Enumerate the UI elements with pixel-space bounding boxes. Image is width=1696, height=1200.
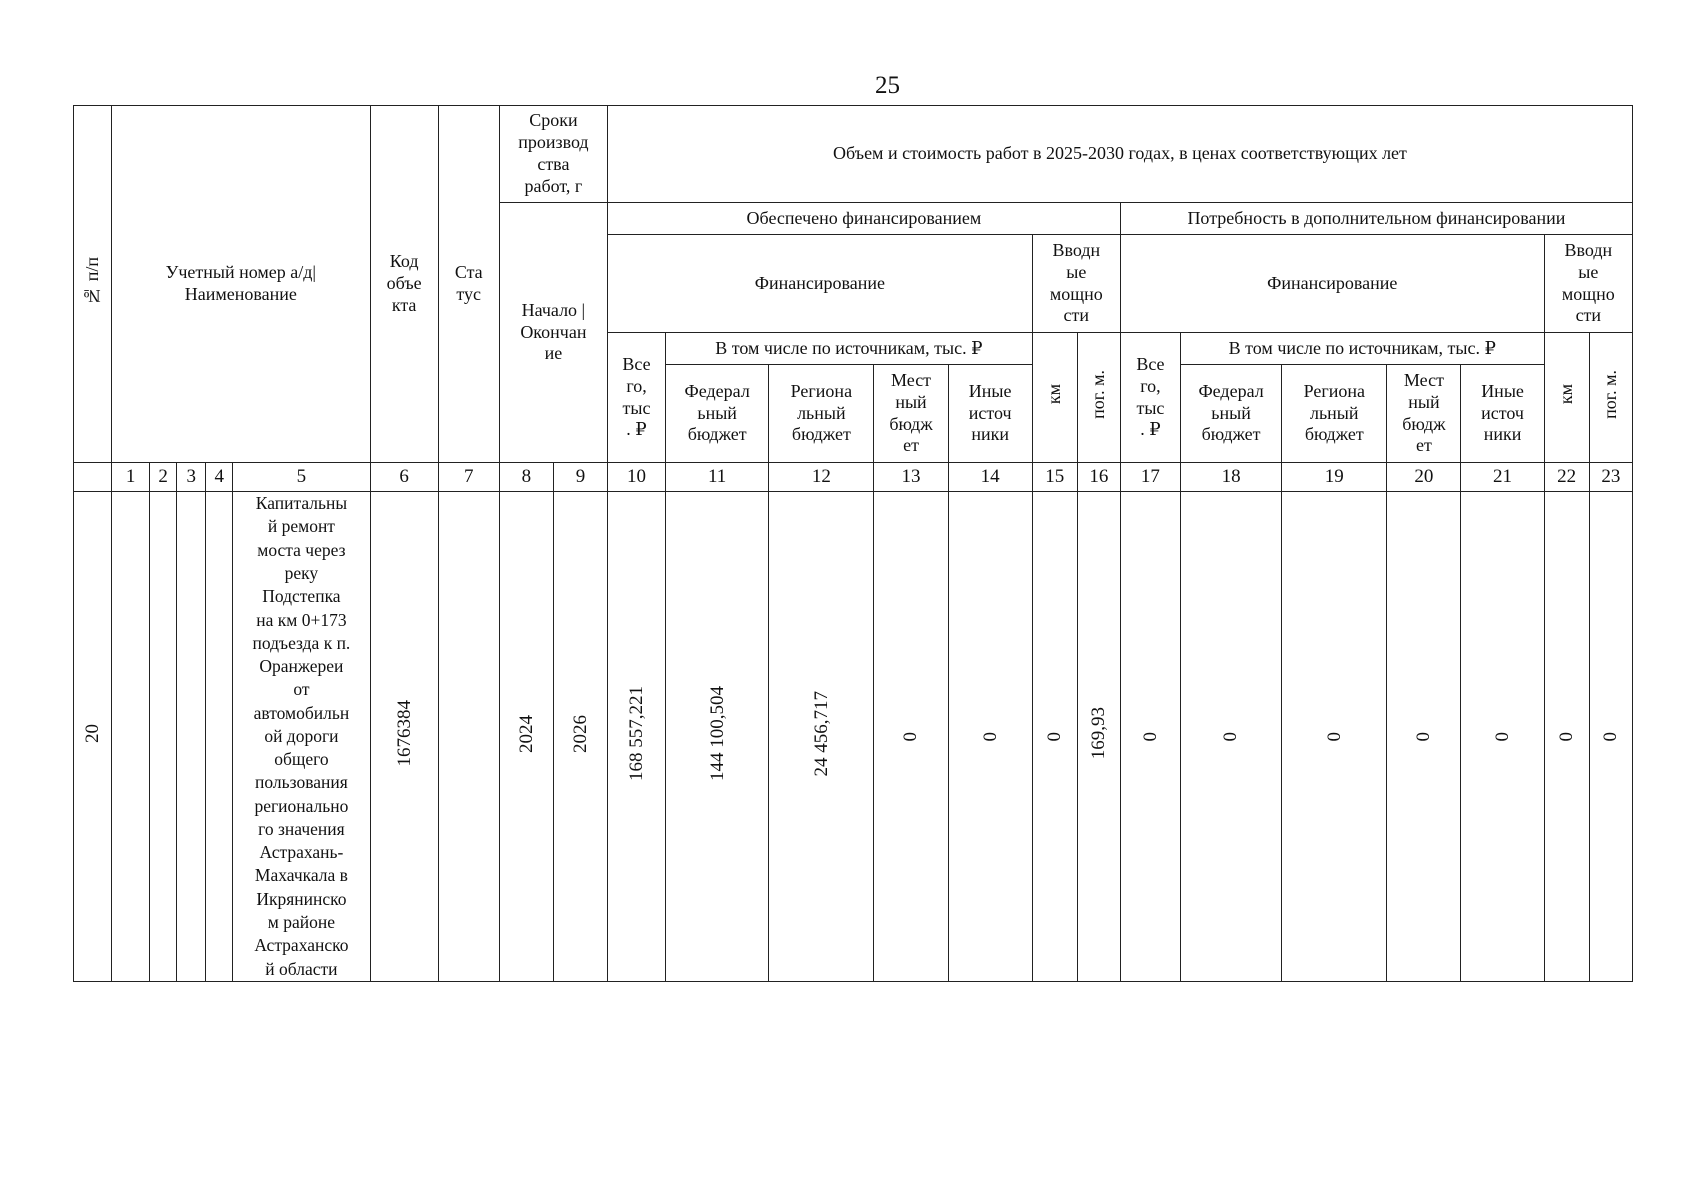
column-number: 8 [499,463,553,492]
header-federal-additional: Федерал ьный бюджет [1180,365,1281,463]
header-local: Мест ный бюдж ет [874,365,948,463]
header-other-additional: Иные источ ники [1461,365,1544,463]
header-by-sources: В том числе по источникам, тыс. ₽ [666,333,1033,365]
column-number: 2 [150,463,177,492]
column-number: 15 [1032,463,1077,492]
object-name: Капитальны й ремонт моста через реку Подстепка на км 0+173 подъезда к п. Оранжереи от автомобильн ой дороги общего пользования регионально го значения Астрахань- Махачкала в Икрянинско м районе Астраханско й области [233,492,370,982]
column-number: 6 [370,463,438,492]
page-number: 25 [875,72,900,99]
header-status: Ста тус [438,106,499,463]
column-number: 18 [1180,463,1281,492]
header-total-additional: Все го, тыс . ₽ [1120,333,1180,463]
header-regional-additional: Региона льный бюджет [1282,365,1387,463]
column-number: 22 [1544,463,1589,492]
column-number: 9 [553,463,607,492]
column-number: 5 [233,463,370,492]
column-number: 19 [1282,463,1387,492]
add-pog-m-value: 0 [1589,492,1632,982]
end-year: 2026 [553,492,607,982]
header-km-additional: км [1544,333,1589,463]
header-period-sub: Начало | Окончан ие [499,203,607,463]
header-financing: Финансирование [607,235,1032,333]
header-by-sources-additional: В том числе по источникам, тыс. ₽ [1180,333,1544,365]
header-account: Учетный номер а/д| Наименование [112,106,371,463]
km-value: 0 [1032,492,1077,982]
column-number: 12 [769,463,874,492]
header-regional: Региона льный бюджет [769,365,874,463]
header-financing-additional: Финансирование [1120,235,1544,333]
pog-m-value: 169,93 [1077,492,1120,982]
column-number: 17 [1120,463,1180,492]
cell-col-2 [150,492,177,982]
add-local-value: 0 [1387,492,1461,982]
header-local-additional: Мест ный бюдж ет [1387,365,1461,463]
column-number: 21 [1461,463,1544,492]
column-number: 16 [1077,463,1120,492]
header-total: Все го, тыс . ₽ [607,333,665,463]
column-number: 14 [948,463,1032,492]
column-number: 11 [666,463,769,492]
header-npp: № п/п [74,106,112,463]
header-other: Иные источ ники [948,365,1032,463]
header-capacity-additional: Вводн ые мощно сти [1544,235,1632,333]
header-secured: Обеспечено финансированием [607,203,1120,235]
add-other-value: 0 [1461,492,1544,982]
cell-col-1 [112,492,150,982]
column-number: 13 [874,463,948,492]
add-federal-value: 0 [1180,492,1281,982]
column-number-empty [74,463,112,492]
column-number: 4 [206,463,233,492]
financing-table [73,105,1633,982]
header-period-title: Сроки производ ства работ, г [499,106,607,203]
object-code: 1676384 [370,492,438,982]
table-row [74,492,1633,982]
other-value: 0 [948,492,1032,982]
header-pog-m: пог. м. [1077,333,1120,463]
column-number: 1 [112,463,150,492]
row-number: 20 [74,492,112,982]
header-additional: Потребность в дополнительном финансировании [1120,203,1632,235]
column-number: 10 [607,463,665,492]
header-pog-m-additional: пог. м. [1589,333,1632,463]
column-number: 23 [1589,463,1632,492]
header-federal: Федерал ьный бюджет [666,365,769,463]
cell-col-3 [177,492,206,982]
local-value: 0 [874,492,948,982]
federal-value: 144 100,504 [666,492,769,982]
cell-col-4 [206,492,233,982]
header-code: Код объе кта [370,106,438,463]
start-year: 2024 [499,492,553,982]
add-regional-value: 0 [1282,492,1387,982]
column-number: 3 [177,463,206,492]
column-number: 20 [1387,463,1461,492]
add-km-value: 0 [1544,492,1589,982]
object-status [438,492,499,982]
column-number: 7 [438,463,499,492]
header-volume-title: Объем и стоимость работ в 2025-2030 годах, в ценах соответствующих лет [607,106,1632,203]
header-capacity: Вводн ые мощно сти [1032,235,1120,333]
regional-value: 24 456,717 [769,492,874,982]
total-value: 168 557,221 [607,492,665,982]
add-total-value: 0 [1120,492,1180,982]
header-km: км [1032,333,1077,463]
